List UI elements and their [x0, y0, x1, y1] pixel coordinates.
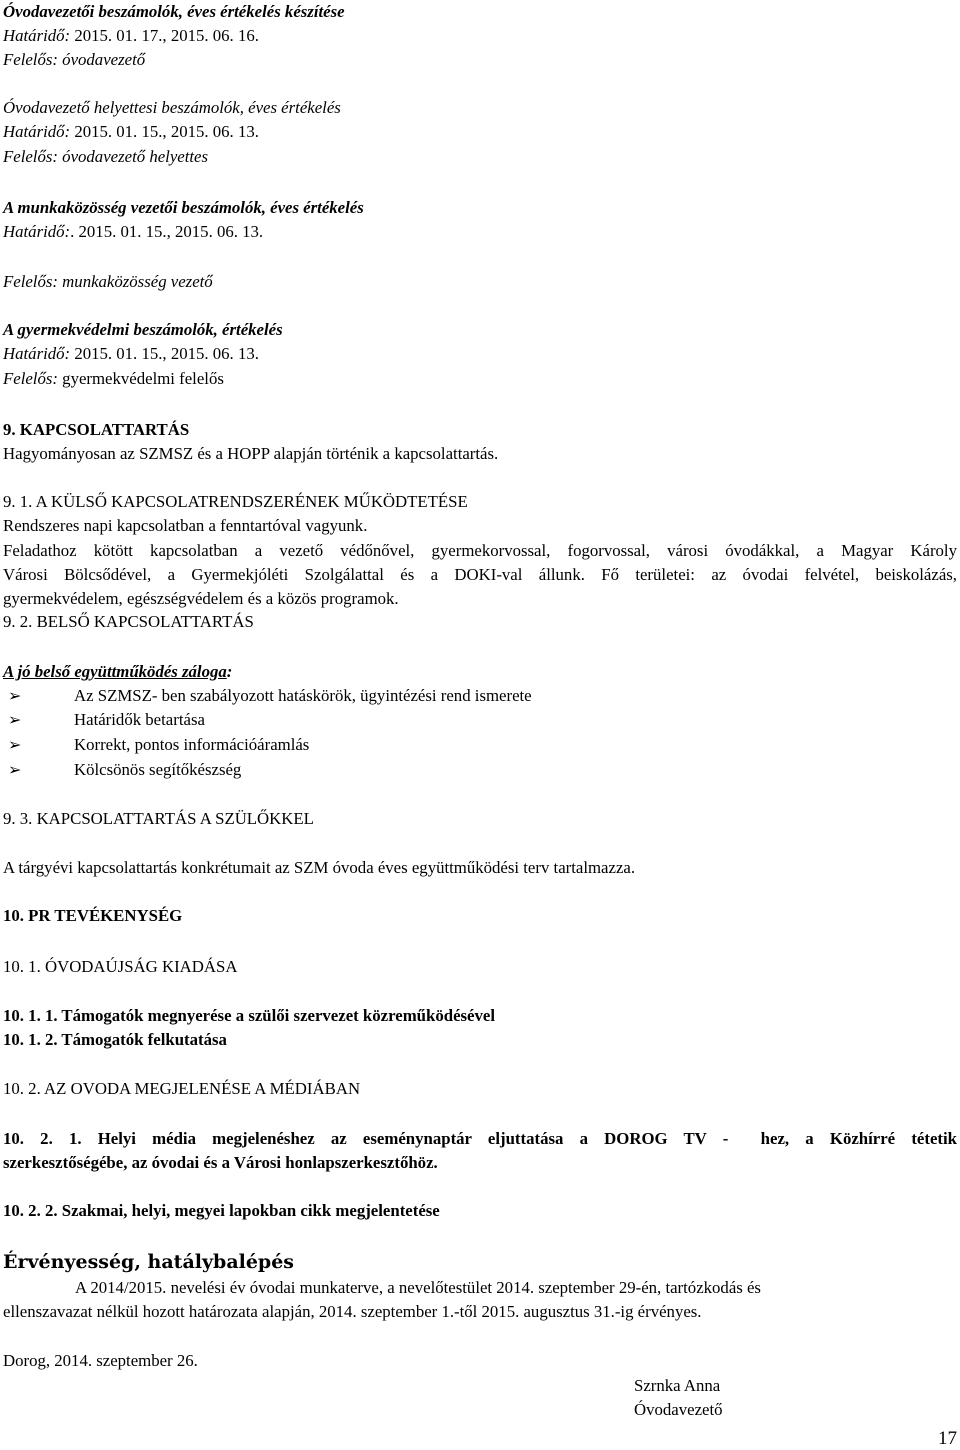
- cooperation-label: A jó belső együttműködés záloga: [3, 662, 227, 681]
- bullet-item: Korrekt, pontos információáramlás: [74, 735, 310, 754]
- section-10-heading: 10. PR TEVÉKENYSÉG: [3, 906, 183, 925]
- b3-resp-line: [3, 272, 213, 292]
- arrow-bullet-icon: ➢: [8, 710, 22, 729]
- resp-value: munkaközösség vezető: [57, 272, 213, 291]
- resp-label: Felelős:: [3, 369, 58, 388]
- section-10-1-heading: 10. 1. ÓVODAÚJSÁG KIADÁSA: [3, 957, 238, 976]
- validity-line1: A 2014/2015. nevelési év óvodai munkaterve, a nevelőtestület 2014. szeptember 29-én, tartózkodás és: [75, 1278, 761, 1297]
- section-9-1-para-line1: Feladathoz kötött kapcsolatban a vezető védőnővel, gyermekorvossal, fogorvossal, városi óvodákkal, a Magyar Károly: [3, 541, 957, 560]
- resp-value: óvodavezető helyettes: [57, 147, 209, 166]
- page-number: 17: [938, 1428, 957, 1449]
- section-10-2-1-line1: 10. 2. 1. Helyi média megjelenéshez az eseménynaptár eljuttatása a DOROG TV - hez, a Közhírré tétetik: [3, 1129, 957, 1148]
- b3-deadline-line: [3, 222, 263, 242]
- b4-title: A gyermekvédelmi beszámolók, értékelés: [3, 320, 283, 339]
- arrow-bullet-icon: ➢: [8, 735, 22, 754]
- deadline-value: 2015. 01. 15., 2015. 06. 13.: [70, 344, 259, 363]
- section-9-1-heading: 9. 1. A KÜLSŐ KAPCSOLATRENDSZERÉNEK MŰKÖDTETÉSE: [3, 492, 468, 511]
- section-9-1-para-line2: Városi Bölcsődével, a Gyermekjóléti Szolgálattal és a DOKI-val állunk. Fő területei: az óvodai felvétel, beiskolázás,: [3, 565, 957, 584]
- resp-label: Felelős:: [3, 50, 58, 69]
- section-10-1-2: 10. 1. 2. Támogatók felkutatása: [3, 1030, 227, 1049]
- deadline-label: Határidő:: [3, 122, 71, 141]
- resp-value: gyermekvédelmi felelős: [57, 369, 224, 388]
- bullet-item: Az SZMSZ- ben szabályozott hatáskörök, ügyintézési rend ismerete: [74, 686, 532, 705]
- deadline-label: Határidő:: [3, 344, 71, 363]
- section-10-1-1: 10. 1. 1. Támogatók megnyerése a szülői szervezet közreműködésével: [3, 1006, 495, 1025]
- b4-deadline-line: [3, 344, 259, 364]
- b1-resp-line: [3, 50, 145, 70]
- section-10-2-heading: 10. 2. AZ OVODA MEGJELENÉSE A MÉDIÁBAN: [3, 1079, 361, 1098]
- deadline-value: 2015. 01. 15., 2015. 06. 13.: [70, 122, 259, 141]
- b2-title: Óvodavezető helyettesi beszámolók, éves értékelés: [3, 98, 341, 117]
- cooperation-colon: :: [226, 662, 233, 681]
- place-date: Dorog, 2014. szeptember 26.: [3, 1351, 198, 1370]
- bullet-item: Kölcsönös segítőkészség: [74, 760, 242, 779]
- b2-deadline-line: [3, 122, 259, 142]
- b1-deadline-line: [3, 26, 259, 46]
- section-10-2-2: 10. 2. 2. Szakmai, helyi, megyei lapokban cikk megjelentetése: [3, 1201, 440, 1220]
- section-10-2-1-line2: szerkesztőségébe, az óvodai és a Városi honlapszerkesztőhöz.: [3, 1153, 438, 1172]
- section-9-3-heading: 9. 3. KAPCSOLATTARTÁS A SZÜLŐKKEL: [3, 809, 314, 828]
- section-9-3-text: A tárgyévi kapcsolattartás konkrétumait az SZM óvoda éves együttműködési terv tartalmazza.: [3, 858, 636, 877]
- b3-title: A munkaközösség vezetői beszámolók, éves értékelés: [3, 198, 364, 217]
- deadline-label: Határidő:: [3, 222, 71, 241]
- section-9-1-para-line3: gyermekvédelem, egészségvédelem és a közös programok.: [3, 589, 399, 608]
- resp-label: Felelős:: [3, 147, 58, 166]
- b1-title: Óvodavezetői beszámolók, éves értékelés készítése: [3, 2, 345, 21]
- section-9-1-line1: Rendszeres napi kapcsolatban a fenntartóval vagyunk.: [3, 516, 368, 535]
- deadline-value: 2015. 01. 17., 2015. 06. 16.: [70, 26, 259, 45]
- deadline-label: Határidő:: [3, 26, 71, 45]
- section-9-2-heading: 9. 2. BELSŐ KAPCSOLATTARTÁS: [3, 612, 254, 631]
- section-9-heading: 9. KAPCSOLATTARTÁS: [3, 420, 190, 439]
- b4-resp-line: [3, 369, 224, 389]
- section-9-text: Hagyományosan az SZMSZ és a HOPP alapján történik a kapcsolattartás.: [3, 444, 499, 463]
- b2-resp-line: [3, 147, 208, 167]
- signature-name: Szrnka Anna: [634, 1376, 721, 1395]
- resp-value: óvodavezető: [57, 50, 146, 69]
- cooperation-label-line: [3, 662, 232, 682]
- bullet-item: Határidők betartása: [74, 710, 205, 729]
- arrow-bullet-icon: ➢: [8, 760, 22, 779]
- validity-line2: ellenszavazat nélkül hozott határozata alapján, 2014. szeptember 1.-től 2015. augusztus 31.-ig érvényes.: [3, 1302, 702, 1321]
- resp-label: Felelős:: [3, 272, 58, 291]
- signature-role: Óvodavezető: [634, 1400, 723, 1419]
- arrow-bullet-icon: ➢: [8, 686, 22, 705]
- deadline-value: . 2015. 01. 15., 2015. 06. 13.: [70, 222, 264, 241]
- validity-heading: Érvényesség, hatálybalépés: [3, 1251, 295, 1273]
